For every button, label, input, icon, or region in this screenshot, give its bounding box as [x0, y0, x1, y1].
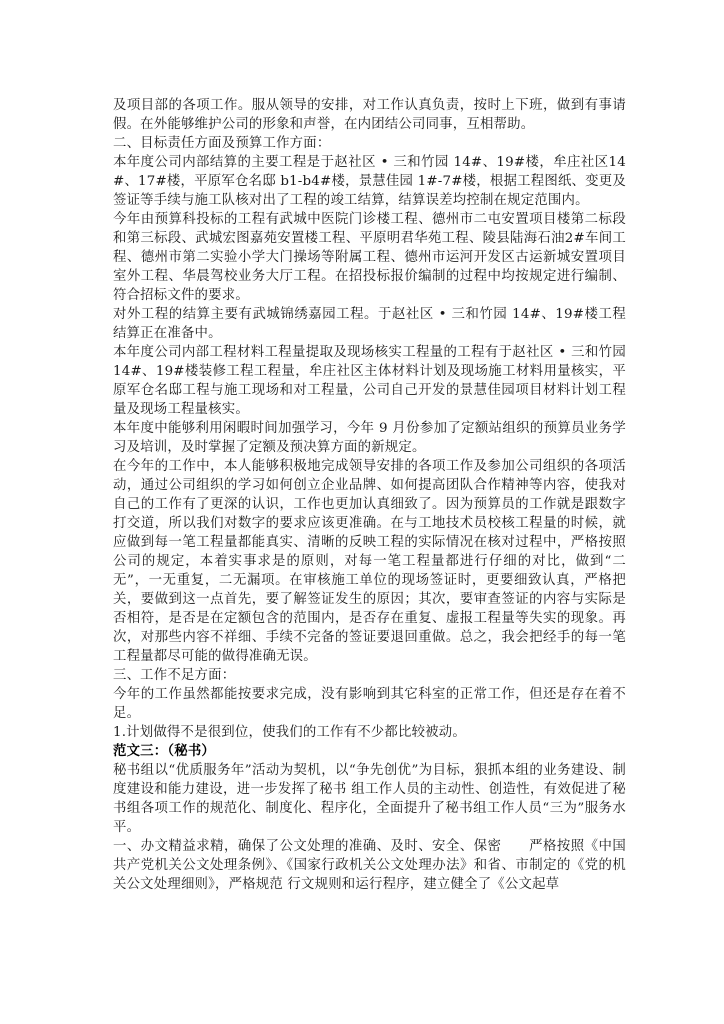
body-paragraph: 本年度中能够利用闲暇时间加强学习，今年 9 月份参加了定额站组织的预算员业务学习及培训，及时掌握了定额及预决算方面的新规定。 — [113, 421, 626, 455]
body-paragraph: 及项目部的各项工作。服从领导的安排，对工作认真负责，按时上下班，做到有事请假。在外能够维护公司的形象和声誉，在内团结公司同事，互相帮助。 — [113, 98, 626, 132]
body-paragraph: 本年度公司内部结算的主要工程是于赵社区 • 三和竹园 14#、19#楼，牟庄社区14#、17#楼，平原军仓名邸 b1-b4#楼，景慧佳园 1#-7#楼，根据工程图纸、变更及签证等手续与施工队核对出了工程的竣工结算，结算误差均控制在规定范围内。 — [113, 155, 626, 208]
section-heading-shortcomings: 三、工作不足方面： — [113, 668, 236, 683]
body-paragraph: 秘书组以“优质服务年”活动为契机，以“争先创优”为目标，狠抓本组的业务建设、制度建设和能力建设，进一步发挥了秘书 组工作人员的主动性、创造性，有效促进了秘书组各项工作的规范化、制度化、程序化，全面提升了秘书组工作人员“三为”服务水平。 — [113, 763, 626, 835]
body-paragraph: 本年度公司内部工程材料工程量提取及现场核实工程量的工程有于赵社区 • 三和竹园 14#、19#楼装修工程工程量，牟庄社区主体材料计划及现场施工材料用量核实，平原军仓名邸工程与施工现场和对工程量，公司自己开发的景慧佳园项目材料计划工程量及现场工程量核实。 — [113, 345, 626, 417]
section-heading-targets: 二、目标责任方面及预算工作方面： — [113, 136, 331, 151]
body-paragraph: 对外工程的结算主要有武城锦绣嘉园工程。于赵社区 • 三和竹园 14#、19#楼工程结算正在准备中。 — [113, 307, 626, 341]
sample-heading-secretary: 范文三：（秘书） — [113, 743, 216, 759]
list-item: 1.计划做得不是很到位，使我们的工作有不少都比较被动。 — [113, 725, 466, 740]
document-body — [113, 96, 626, 894]
body-paragraph: 一、办文精益求精，确保了公文处理的准确、及时、安全、保密 严格按照《中国共产党机关公文处理条例》、《国家行政机关公文处理办法》和省、市制定的《党的机关公文处理细则》，严格规范 行文规则和运行程序，建立健全了《公文起草 — [113, 839, 626, 892]
body-paragraph: 今年由预算科投标的工程有武城中医院门诊楼工程、德州市二屯安置项目楼第二标段和第三标段、武城宏图嘉苑安置楼工程、平原明君华苑工程、陵县陆海石油2#车间工程、德州市第二实验小学大门操场等附属工程、德州市运河开发区古运新城安置项目室外工程、华晨驾校业务大厅工程。在招投标报价编制的过程中均按规定进行编制、符合招标文件的要求。 — [113, 212, 626, 303]
body-paragraph: 在今年的工作中，本人能够积极地完成领导安排的各项工作及参加公司组织的各项活动，通过公司组织的学习如何创立企业品牌、如何提高团队合作精神等内容，使我对自己的工作有了更深的认识，工作也更加认真细致了。因为预算员的工作就是跟数字打交道，所以我们对数字的要求应该更准确。在与工地技术员校核工程量的时候，就应做到每一笔工程量都能真实、清晰的反映工程的实际情况在核对过程中，严格按照公司的规定，本着实事求是的原则，对每一笔工程量都进行仔细的对比，做到“二无”，一无重复，二无漏项。在审核施工单位的现场签证时，更要细致认真，严格把关，要做到这一点首先，要了解签证发生的原因；其次，要审查签证的内容与实际是否相符，是否是在定额包含的范围内，是否存在重复、虚报工程量等失实的现象。再次，对那些内容不祥细、手续不完备的签证要退回重做。总之，我会把经手的每一笔工程量都尽可能的做得准确无误。 — [113, 459, 626, 664]
body-paragraph: 今年的工作虽然都能按要求完成，没有影响到其它科室的正常工作，但还是存在着不足。 — [113, 687, 626, 721]
